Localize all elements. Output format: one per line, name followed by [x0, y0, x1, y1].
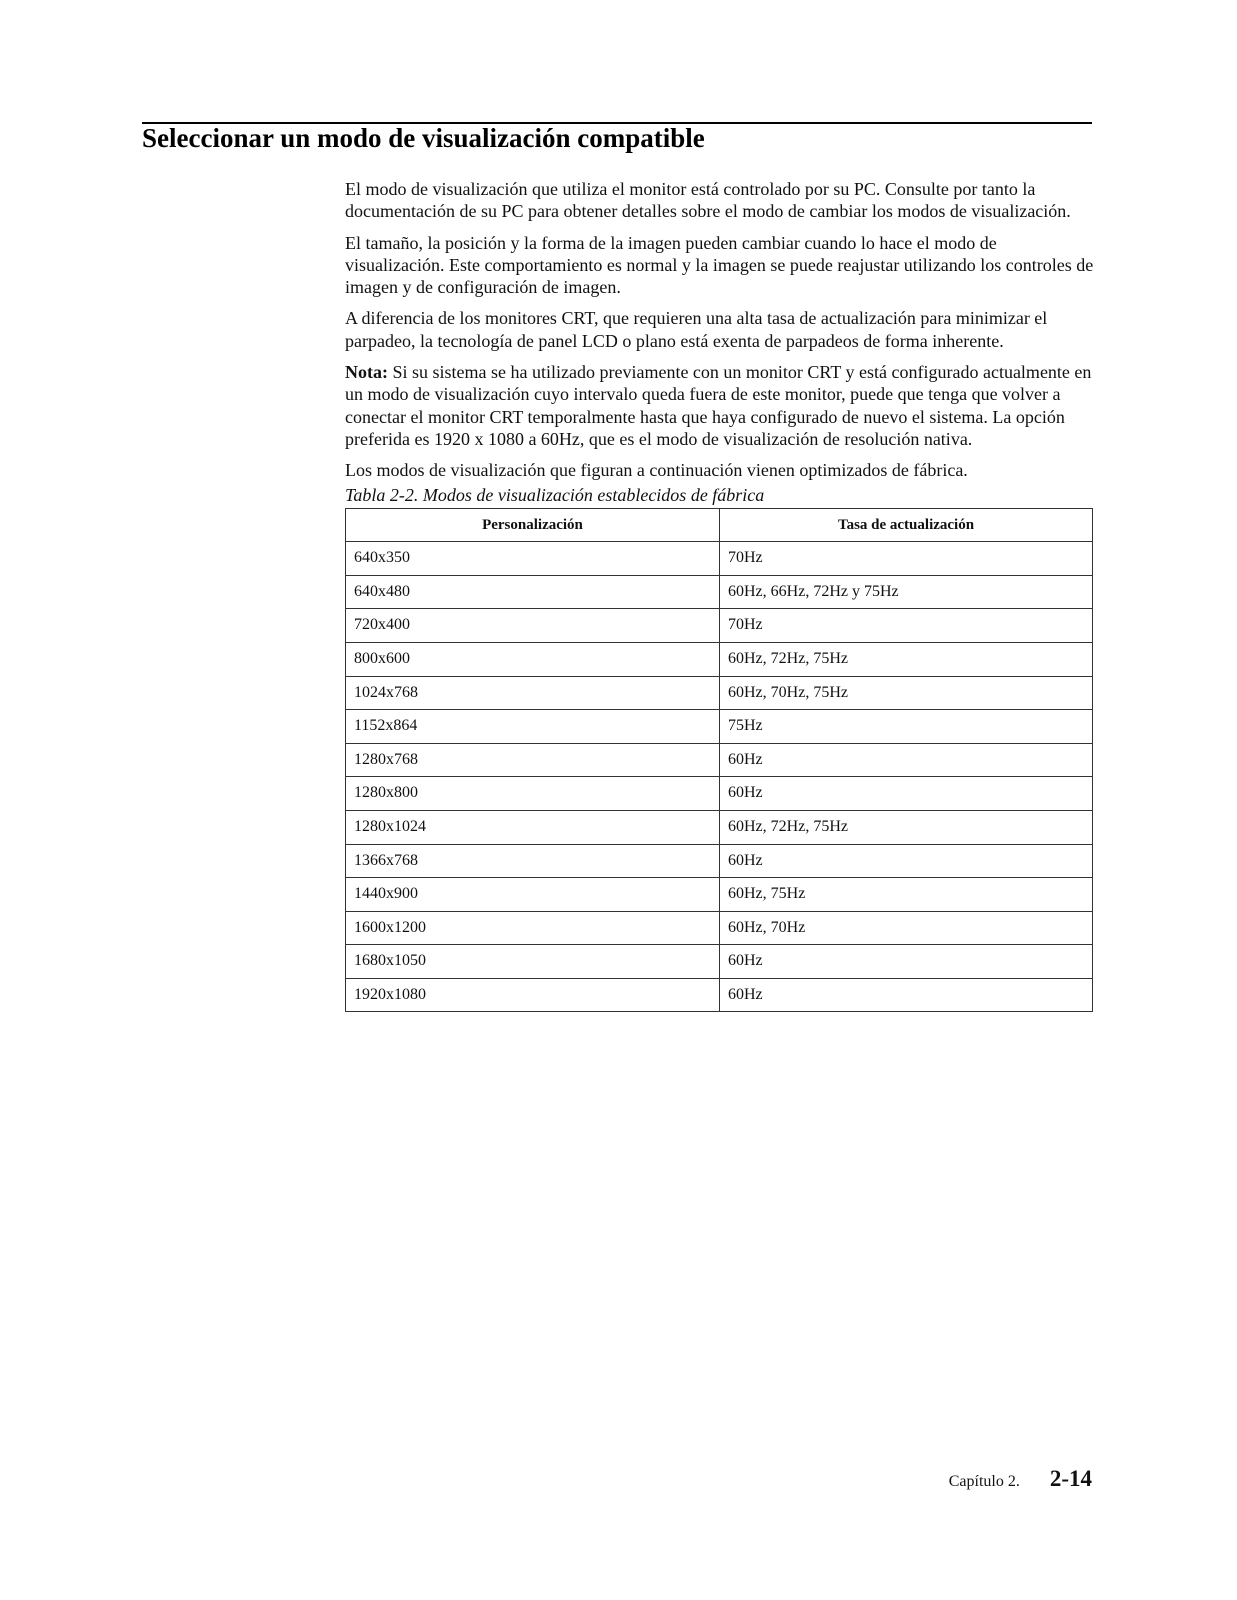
refresh-rate-cell: 70Hz: [720, 542, 1093, 576]
page-number: 2-14: [1049, 1466, 1092, 1491]
paragraph-crt-vs-lcd: A diferencia de los monitores CRT, que requieren una alta tasa de actualización para minimizar el parpadeo, la tecnología de panel LCD o plano está exenta de parpadeos de forma inherente.: [345, 308, 1048, 351]
resolution-cell: 1280x800: [346, 777, 720, 811]
resolution-cell: 1280x768: [346, 743, 720, 777]
resolution-cell: 1152x864: [346, 710, 720, 744]
refresh-rate-cell: 60Hz, 70Hz, 75Hz: [720, 676, 1093, 710]
table-intro: Los modos de visualización que figuran a continuación vienen optimizados de fábrica.: [345, 460, 968, 481]
table-header-row: [346, 508, 1093, 542]
resolution-cell: 800x600: [346, 642, 720, 676]
table-row: [346, 642, 1093, 676]
refresh-rate-cell: 60Hz, 72Hz, 75Hz: [720, 810, 1093, 844]
table-row: [346, 978, 1093, 1012]
resolution-cell: 1440x900: [346, 878, 720, 912]
table-row: [346, 609, 1093, 643]
refresh-rate-cell: 60Hz: [720, 777, 1093, 811]
page-footer: [949, 1466, 1092, 1495]
paragraph-controlled-by-pc: El modo de visualización que utiliza el monitor está controlado por su PC. Consulte por tanto la documentación de su PC para obtener detalles sobre el modo de cambiar los modos de visualización.: [345, 179, 1071, 222]
table-row: [346, 676, 1093, 710]
resolution-cell: 640x350: [346, 542, 720, 576]
refresh-rate-cell: 60Hz: [720, 945, 1093, 979]
resolution-cell: 1280x1024: [346, 810, 720, 844]
resolution-cell: 640x480: [346, 575, 720, 609]
table-row: [346, 710, 1093, 744]
paragraph-image-size: El tamaño, la posición y la forma de la imagen pueden cambiar cuando lo hace el modo de visualización. Este comportamiento es normal y la imagen se puede reajustar utilizando los controles de imagen y de configuración de imagen.: [345, 232, 1094, 298]
table-row: [346, 911, 1093, 945]
refresh-rate-cell: 60Hz: [720, 844, 1093, 878]
refresh-rate-cell: 60Hz, 75Hz: [720, 878, 1093, 912]
table-row: [346, 743, 1093, 777]
resolution-cell: 1680x1050: [346, 945, 720, 979]
table-row: [346, 542, 1093, 576]
table-row: [346, 810, 1093, 844]
header-resolution: Personalización: [346, 508, 720, 542]
resolution-cell: 1024x768: [346, 676, 720, 710]
resolution-cell: 1920x1080: [346, 978, 720, 1012]
refresh-rate-cell: 60Hz, 72Hz, 75Hz: [720, 642, 1093, 676]
table-row: [346, 575, 1093, 609]
refresh-rate-cell: 60Hz, 70Hz: [720, 911, 1093, 945]
resolution-cell: 720x400: [346, 609, 720, 643]
resolution-cell: 1366x768: [346, 844, 720, 878]
note-text: Si su sistema se ha utilizado previamente con un monitor CRT y está configurado actualmente en un modo de visualización cuyo intervalo queda fuera de este monitor, puede que tenga que volver a conectar el monitor CRT temporalmente hasta que haya configurado de nuevo el sistema. La opción preferida es 1920 x 1080 a 60Hz, que es el modo de visualización de resolución nativa.: [345, 362, 1092, 449]
refresh-rate-cell: 60Hz, 66Hz, 72Hz y 75Hz: [720, 575, 1093, 609]
table-row: [346, 777, 1093, 811]
refresh-rate-cell: 70Hz: [720, 609, 1093, 643]
refresh-rate-cell: 60Hz: [720, 743, 1093, 777]
display-modes-table: [345, 508, 1093, 1013]
note-paragraph: [345, 361, 1095, 450]
footer-chapter: Capítulo 2.: [948, 1473, 1020, 1490]
refresh-rate-cell: 60Hz: [720, 978, 1093, 1012]
table-row: [346, 945, 1093, 979]
note-label: Nota:: [345, 362, 388, 383]
table-row: [346, 844, 1093, 878]
table-row: [346, 878, 1093, 912]
resolution-cell: 1600x1200: [346, 911, 720, 945]
header-refresh-rate: Tasa de actualización: [720, 508, 1093, 542]
section-title: Seleccionar un modo de visualización compatible: [142, 123, 705, 153]
body-content: [345, 178, 1095, 1012]
table-caption: Tabla 2-2. Modos de visualización establecidos de fábrica: [345, 484, 765, 505]
refresh-rate-cell: 75Hz: [720, 710, 1093, 744]
